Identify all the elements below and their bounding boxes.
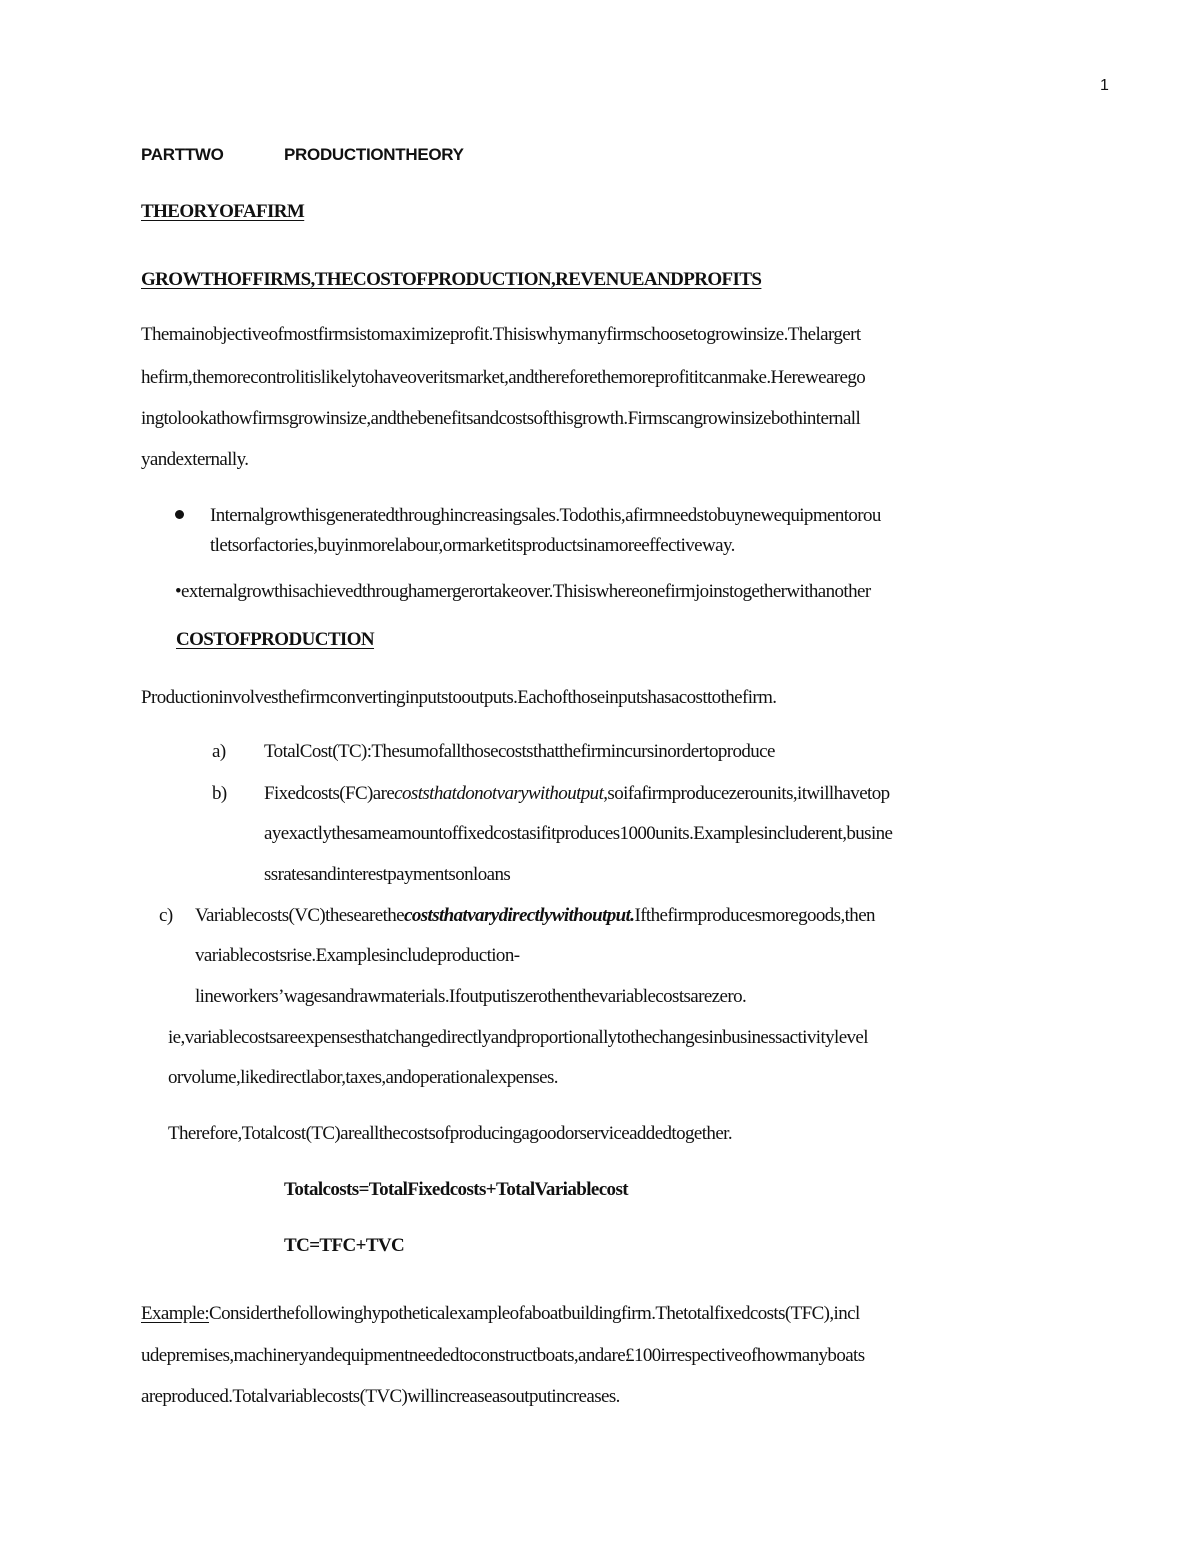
item-b-line3: ssratesandinterestpaymentsonloans — [264, 864, 511, 885]
heading-growth-of-firms: GROWTHOFFIRMS,THECOSTOFPRODUCTION,REVENUEANDPROFITS — [141, 269, 762, 290]
item-b-post: ,soifafirmproducezerounits,itwillhavetop — [603, 783, 890, 804]
item-c-post: Ifthefirmproducesmoregoods,then — [634, 905, 875, 926]
example-text: Considerthefollowinghypotheticalexampleofaboatbuildingfirm.Thetotalfixedcosts(TFC),incl — [209, 1303, 860, 1324]
bullet-external: •externalgrowthisachievedthroughamergerortakeover.Thisiswhereonefirmjoinstogetherwithanother — [175, 581, 871, 602]
bullet-internal-line: tletsorfactories,buyinmorelabour,ormarketitsproductsinamoreeffectiveway. — [210, 535, 735, 556]
intro-line: hefirm,themorecontrolitislikelytohaveoveritsmarket,andthereforethemoreprofititcanmake.Herewearego — [141, 367, 866, 388]
item-b-line1 — [264, 782, 890, 806]
part-title: PRODUCTIONTHEORY — [284, 145, 464, 164]
example-label: Example: — [141, 1303, 210, 1324]
item-b-italic: coststhatdonotvarywithoutput — [394, 783, 604, 804]
production-intro: Productioninvolvesthefirmconvertinginputstooutputs.Eachofthoseinputshasacosttothefirm. — [141, 687, 777, 708]
ie-line: orvolume,likedirectlabor,taxes,andoperationalexpenses. — [168, 1067, 558, 1088]
example-line3: areproduced.Totalvariablecosts(TVC)willincreaseasoutputincreases. — [141, 1386, 620, 1407]
heading-cost-of-production: COSTOFPRODUCTION — [176, 629, 375, 650]
example-line2: udepremises,machineryandequipmentneededtoconstructboats,andare£100irrespectiveofhowmanyboats — [141, 1345, 865, 1366]
item-c-line1 — [195, 904, 875, 928]
item-c-pre: Variablecosts(VC)thesearethe — [195, 905, 404, 926]
item-c-italic: coststhatvarydirectlywithoutput. — [404, 905, 635, 926]
ie-line: ie,variablecostsareexpensesthatchangedirectlyandproportionallytothechangesinbusinessactivitylevel — [168, 1027, 868, 1048]
page-number: 1 — [1100, 77, 1109, 94]
formula-total-costs: Totalcosts=TotalFixedcosts+TotalVariablecost — [284, 1179, 628, 1200]
heading-theory-of-firm: THEORYOFAFIRM — [141, 201, 305, 222]
item-c-line3: lineworkers’wagesandrawmaterials.Ifoutputiszerothenthevariablecostsarezero. — [195, 986, 747, 1007]
item-a-text: TotalCost(TC):Thesumofallthosecoststhatthefirmincursinordertoproduce — [264, 741, 775, 762]
item-c-line2: variablecostsrise.Examplesincludeproduction- — [195, 945, 520, 966]
intro-line: ingtolookathowfirmsgrowinsize,andthebenefitsandcostsofthisgrowth.Firmscangrowinsizebothinternall — [141, 408, 861, 429]
formula-tc: TC=TFC+TVC — [284, 1235, 405, 1256]
example-line1 — [141, 1302, 860, 1326]
bullet-internal-line: Internalgrowthisgeneratedthroughincreasingsales.Todothis,afirmneedstobuynewequipmentorou — [210, 505, 881, 526]
item-a-marker: a) — [212, 741, 226, 762]
bullet-icon — [175, 510, 184, 519]
item-b-line2: ayexactlythesameamountoffixedcostasifitproduces1000units.Examplesincluderent,busine — [264, 823, 893, 844]
therefore-line: Therefore,Totalcost(TC)areallthecostsofproducingagoodorserviceaddedtogether. — [168, 1123, 732, 1144]
intro-line: Themainobjectiveofmostfirmsistomaximizeprofit.Thisiswhymanyfirmschoosetogrowinsize.Thelargert — [141, 324, 861, 345]
item-b-marker: b) — [212, 783, 227, 804]
intro-line: yandexternally. — [141, 449, 249, 470]
item-b-pre: Fixedcosts(FC)are — [264, 783, 395, 804]
item-c-marker: c) — [159, 905, 173, 926]
part-label: PARTTWO — [141, 145, 224, 164]
